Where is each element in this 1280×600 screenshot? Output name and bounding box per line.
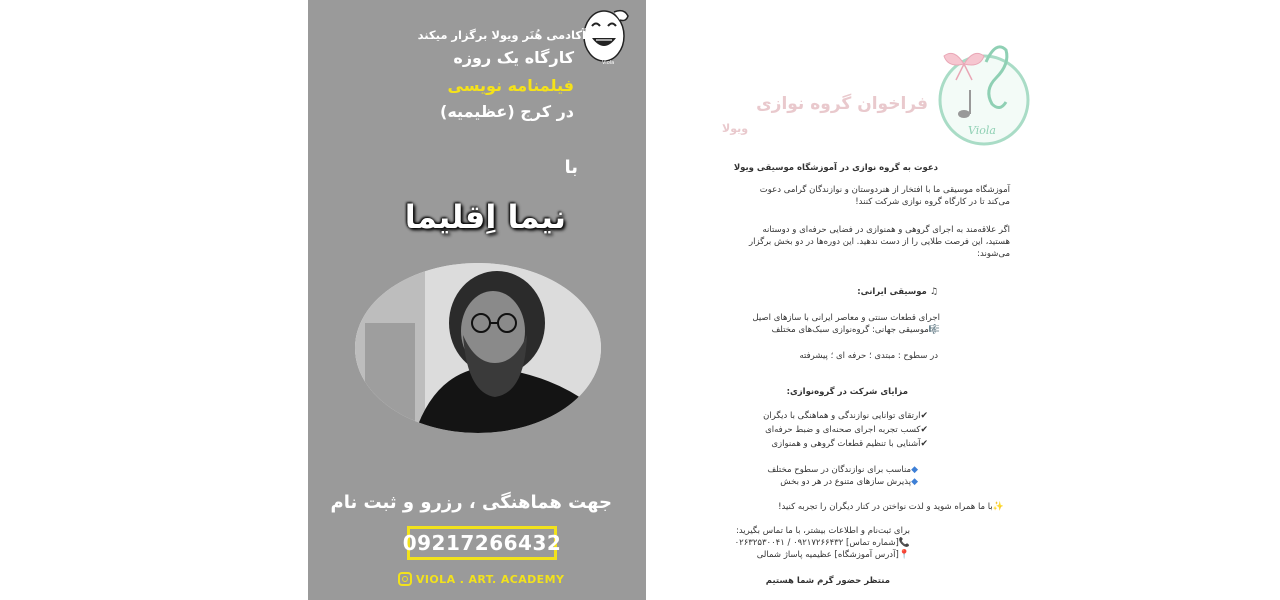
- contact-caption: جهت هماهنگی ، رزرو و ثبت نام: [330, 492, 612, 513]
- check-icon: ✔: [920, 439, 928, 449]
- instagram-link[interactable]: [398, 570, 564, 588]
- pin-icon: 📍: [898, 550, 910, 560]
- benefit-2: ✔کسب تجربه اجرای صحنه‌ای و ضبط حرفه‌ای: [765, 425, 928, 435]
- world-music-icon: 🎼: [928, 325, 940, 335]
- workshop-poster: [308, 0, 646, 600]
- suitability-2: ◆پذیرش سازهای متنوع در هر دو بخش: [780, 477, 918, 487]
- instagram-handle: VIOLA . ART. ACADEMY: [416, 572, 565, 586]
- benefits-heading: مزایای شرکت در گروه‌نوازی:: [786, 387, 908, 397]
- logo-text: Viola: [968, 124, 996, 137]
- paragraph-2-line-3: می‌شوند:: [977, 249, 1010, 259]
- phone-number[interactable]: 09217266432: [407, 526, 557, 560]
- iran-music-desc: اجرای قطعات سنتی و معاصر ایرانی با سازهای اصیل: [752, 313, 940, 323]
- suitability-1: ◆مناسب برای نوازندگان در سطوح مختلف: [767, 465, 918, 475]
- viola-logo-icon: [934, 34, 1038, 148]
- portrait-image: [355, 263, 601, 433]
- intro-line: دعوت به گروه نوازی در آموزشگاه موسیقی ویولا: [733, 163, 938, 173]
- blue-diamond-icon: ◆: [911, 465, 918, 475]
- workshop-subject: فیلمنامه نویسی: [447, 76, 574, 95]
- contact-info-heading: برای ثبت‌نام و اطلاعات بیشتر، با ما تماس بگیرید:: [735, 526, 910, 536]
- closing-line: منتظر حضور گرم شما هستیم: [765, 576, 890, 586]
- instagram-icon: [398, 572, 412, 586]
- benefit-3: ✔آشنایی با تنظیم قطعات گروهی و همنوازی: [771, 439, 928, 449]
- levels-line: در سطوح : مبتدی ؛ حرفه ای ؛ پیشرفته: [799, 351, 938, 361]
- check-icon: ✔: [920, 411, 928, 421]
- sparkle-icon: ✨: [992, 502, 1004, 512]
- iran-music-heading: ♫ موسیقی ایرانی:: [857, 287, 938, 297]
- world-music-line: 🎼موسیقی جهانی: گروه‌نوازی سبک‌های مختلف: [771, 325, 940, 335]
- blue-diamond-icon: ◆: [911, 477, 918, 487]
- svg-text:Viola: Viola: [602, 60, 615, 66]
- benefit-1: ✔ارتقای توانایی نوازندگی و هماهنگی با دیگران: [763, 411, 928, 421]
- ensemble-call-flyer: [646, 0, 1026, 600]
- contact-address-line: 📍[آدرس آموزشگاه] عظیمیه پاساژ شمالی: [756, 550, 910, 560]
- paragraph-1-line-2: می‌کند تا در کارگاه گروه نوازی شرکت کنند!: [855, 197, 1010, 207]
- call-title: فراخوان گروه نوازی: [756, 94, 928, 114]
- call-subtitle: ویولا: [722, 122, 749, 135]
- workshop-location: در کرج (عظیمیه): [440, 102, 574, 121]
- phone-icon: 📞: [898, 538, 910, 548]
- paragraph-2-line-1: اگر علاقه‌مند به اجرای گروهی و همنوازی در فضایی حرفه‌ای و دوستانه: [762, 225, 1010, 235]
- academy-announcement: آکادمی هُنَر ویولا برگزار میکند: [417, 28, 586, 42]
- with-label: با: [564, 157, 578, 178]
- join-line: ✨با ما همراه شوید و لذت نواختن در کنار دیگران را تجربه کنید!: [778, 502, 1004, 512]
- check-icon: ✔: [920, 425, 928, 435]
- instructor-name: نیما اِقلیما: [404, 198, 566, 236]
- music-note-icon: ♫: [926, 287, 938, 297]
- instructor-portrait: [355, 263, 601, 433]
- theatre-mask-logo-icon: [580, 6, 632, 66]
- paragraph-2-line-2: هستید، این فرصت طلایی را از دست ندهید. این دوره‌ها در دو بخش برگزار: [749, 237, 1010, 247]
- workshop-title: کارگاه یک روزه: [453, 48, 574, 67]
- contact-phone-line: 📞[شماره تماس] ۰۹۲۱۷۲۶۶۴۳۲ / ۰۲۶۳۲۵۳۰۰۴۱: [734, 538, 910, 548]
- paragraph-1-line-1: آموزشگاه موسیقی ما با افتخار از هنردوستان و نوازندگان گرامی دعوت: [759, 185, 1010, 195]
